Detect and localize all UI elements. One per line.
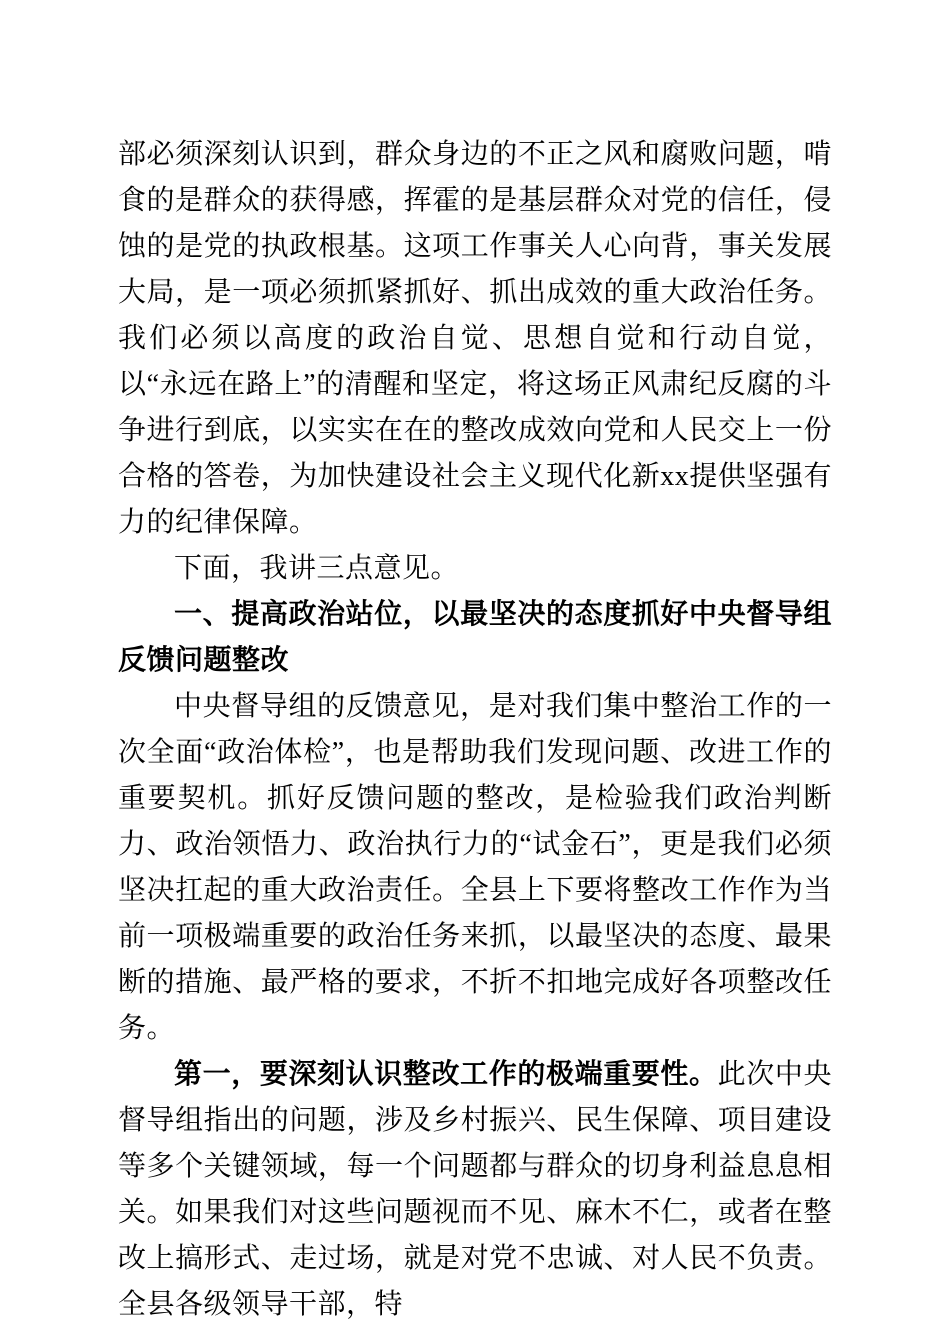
paragraph-point-one (118, 1052, 832, 1328)
paragraph-continuation: 部必须深刻认识到，群众身边的不正之风和腐败问题，啃食的是群众的获得感，挥霍的是基层群众对党的信任，侵蚀的是党的执政根基。这项工作事关人心向背，事关发展大局，是一项必须抓紧抓好、抓出成效的重大政治任务。我们必须以高度的政治自觉、思想自觉和行动自觉，以“永远在路上”的清醒和坚定，将这场正风肃纪反腐的斗争进行到底，以实实在在的整改成效向党和人民交上一份合格的答卷，为加快建设社会主义现代化新xx提供坚强有力的纪律保障。 (118, 139, 832, 538)
paragraph-body: 中央督导组的反馈意见，是对我们集中整治工作的一次全面“政治体检”，也是帮助我们发现问题、改进工作的重要契机。抓好反馈问题的整改，是检验我们政治判断力、政治领悟力、政治执行力的“试金石”，更是我们必须坚决扛起的重大政治责任。全县上下要将整改工作作为当前一项极端重要的政治任务来抓，以最坚决的态度、最果断的措施、最严格的要求，不折不扣地完成好各项整改任务。 (118, 691, 832, 1044)
section-heading: 一、提高政治站位，以最坚决的态度抓好中央督导组反馈问题整改 (118, 599, 832, 676)
point-one-lead: 第一，要深刻认识整改工作的极端重要性。 (174, 1059, 718, 1090)
point-one-text: 此次中央督导组指出的问题，涉及乡村振兴、民生保障、项目建设等多个关键领域，每一个问题都与群众的切身利益息息相关。如果我们对这些问题视而不见、麻木不仁，或者在整改上搞形式、走过场，就是对党不忠诚、对人民不负责。全县各级领导干部，特 (118, 1059, 832, 1320)
paragraph-intro: 下面，我讲三点意见。 (174, 553, 460, 584)
